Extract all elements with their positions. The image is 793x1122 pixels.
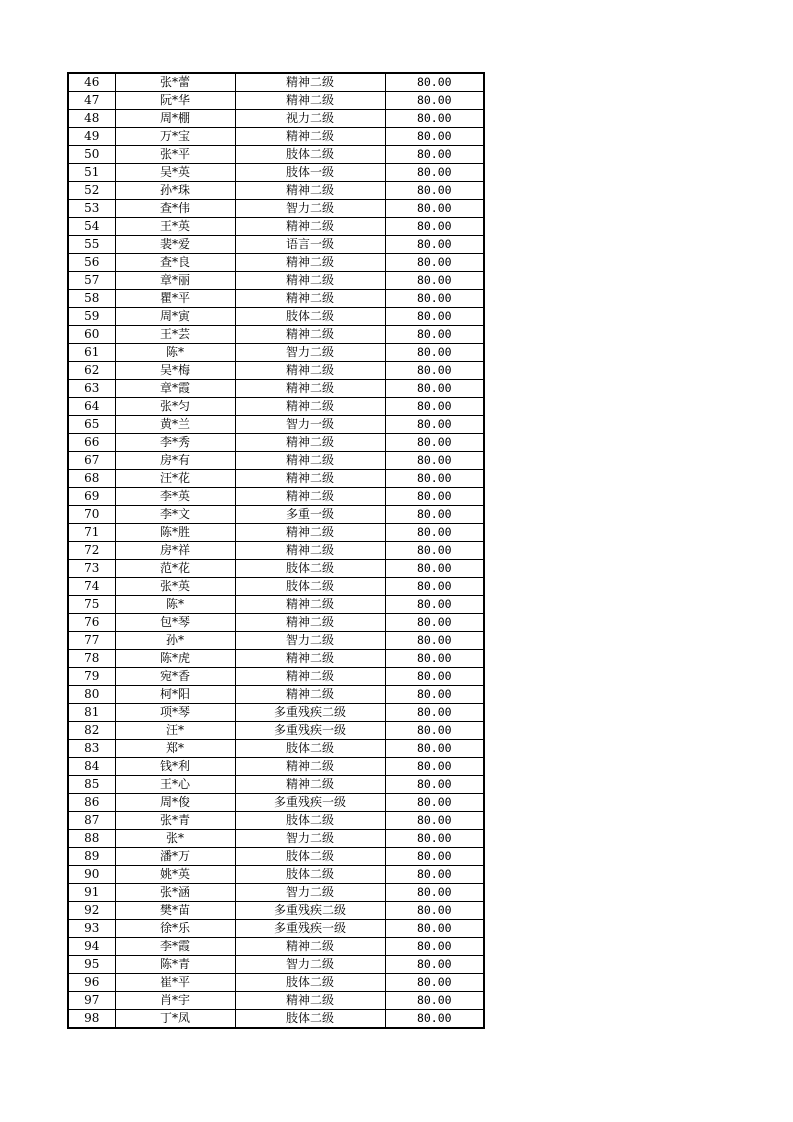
amount-cell: 80.00 — [385, 794, 484, 812]
table-row — [68, 452, 484, 470]
row-number-cell: 47 — [68, 92, 115, 110]
name-cell: 张*涵 — [115, 884, 235, 902]
table-row — [68, 164, 484, 182]
amount-cell: 80.00 — [385, 380, 484, 398]
table-row — [68, 542, 484, 560]
name-cell: 汪*花 — [115, 470, 235, 488]
table-row — [68, 380, 484, 398]
disability-level-cell: 精神二级 — [235, 488, 385, 506]
disability-level-cell: 精神二级 — [235, 470, 385, 488]
amount-cell: 80.00 — [385, 650, 484, 668]
name-cell: 张* — [115, 830, 235, 848]
row-number-cell: 88 — [68, 830, 115, 848]
amount-cell: 80.00 — [385, 290, 484, 308]
name-cell: 周*棚 — [115, 110, 235, 128]
amount-cell: 80.00 — [385, 434, 484, 452]
row-number-cell: 63 — [68, 380, 115, 398]
row-number-cell: 77 — [68, 632, 115, 650]
table-row — [68, 470, 484, 488]
row-number-cell: 90 — [68, 866, 115, 884]
disability-level-cell: 智力二级 — [235, 632, 385, 650]
amount-cell: 80.00 — [385, 938, 484, 956]
disability-level-cell: 肢体二级 — [235, 812, 385, 830]
table-row — [68, 110, 484, 128]
row-number-cell: 83 — [68, 740, 115, 758]
row-number-cell: 84 — [68, 758, 115, 776]
table-row — [68, 902, 484, 920]
table-row — [68, 686, 484, 704]
amount-cell: 80.00 — [385, 488, 484, 506]
disability-level-cell: 精神二级 — [235, 596, 385, 614]
name-cell: 张*蕾 — [115, 73, 235, 92]
name-cell: 陈* — [115, 344, 235, 362]
amount-cell: 80.00 — [385, 920, 484, 938]
row-number-cell: 73 — [68, 560, 115, 578]
amount-cell: 80.00 — [385, 848, 484, 866]
amount-cell: 80.00 — [385, 524, 484, 542]
row-number-cell: 95 — [68, 956, 115, 974]
name-cell: 汪* — [115, 722, 235, 740]
disability-level-cell: 精神二级 — [235, 686, 385, 704]
amount-cell: 80.00 — [385, 362, 484, 380]
disability-level-cell: 多重残疾一级 — [235, 794, 385, 812]
amount-cell: 80.00 — [385, 73, 484, 92]
name-cell: 范*花 — [115, 560, 235, 578]
row-number-cell: 94 — [68, 938, 115, 956]
row-number-cell: 93 — [68, 920, 115, 938]
amount-cell: 80.00 — [385, 704, 484, 722]
row-number-cell: 52 — [68, 182, 115, 200]
table-row — [68, 740, 484, 758]
disability-level-cell: 精神二级 — [235, 254, 385, 272]
name-cell: 张*平 — [115, 146, 235, 164]
name-cell: 徐*乐 — [115, 920, 235, 938]
name-cell: 李*霞 — [115, 938, 235, 956]
table-row — [68, 200, 484, 218]
amount-cell: 80.00 — [385, 200, 484, 218]
table-row — [68, 128, 484, 146]
amount-cell: 80.00 — [385, 110, 484, 128]
disability-level-cell: 精神二级 — [235, 326, 385, 344]
table-row — [68, 866, 484, 884]
row-number-cell: 49 — [68, 128, 115, 146]
disability-level-cell: 精神二级 — [235, 380, 385, 398]
table-row — [68, 758, 484, 776]
name-cell: 柯*阳 — [115, 686, 235, 704]
disability-level-cell: 精神二级 — [235, 434, 385, 452]
amount-cell: 80.00 — [385, 884, 484, 902]
disability-level-cell: 精神二级 — [235, 398, 385, 416]
disability-level-cell: 精神二级 — [235, 776, 385, 794]
amount-cell: 80.00 — [385, 668, 484, 686]
row-number-cell: 50 — [68, 146, 115, 164]
disability-level-cell: 精神二级 — [235, 362, 385, 380]
table-row — [68, 632, 484, 650]
disability-level-cell: 智力二级 — [235, 344, 385, 362]
table-row — [68, 704, 484, 722]
name-cell: 姚*英 — [115, 866, 235, 884]
row-number-cell: 71 — [68, 524, 115, 542]
disability-level-cell: 肢体二级 — [235, 740, 385, 758]
table-row — [68, 92, 484, 110]
name-cell: 查*良 — [115, 254, 235, 272]
disability-level-cell: 精神二级 — [235, 542, 385, 560]
amount-cell: 80.00 — [385, 686, 484, 704]
row-number-cell: 46 — [68, 73, 115, 92]
name-cell: 周*寅 — [115, 308, 235, 326]
amount-cell: 80.00 — [385, 902, 484, 920]
table-row — [68, 920, 484, 938]
disability-level-cell: 精神二级 — [235, 218, 385, 236]
row-number-cell: 82 — [68, 722, 115, 740]
amount-cell: 80.00 — [385, 92, 484, 110]
table-row — [68, 938, 484, 956]
disability-level-cell: 精神二级 — [235, 758, 385, 776]
disability-level-cell: 肢体二级 — [235, 560, 385, 578]
amount-cell: 80.00 — [385, 974, 484, 992]
name-cell: 章*丽 — [115, 272, 235, 290]
name-cell: 瞿*平 — [115, 290, 235, 308]
amount-cell: 80.00 — [385, 236, 484, 254]
name-cell: 项*琴 — [115, 704, 235, 722]
row-number-cell: 81 — [68, 704, 115, 722]
disability-level-cell: 智力二级 — [235, 956, 385, 974]
row-number-cell: 80 — [68, 686, 115, 704]
row-number-cell: 59 — [68, 308, 115, 326]
name-cell: 李*秀 — [115, 434, 235, 452]
table-row — [68, 272, 484, 290]
row-number-cell: 76 — [68, 614, 115, 632]
name-cell: 崔*平 — [115, 974, 235, 992]
table-row — [68, 974, 484, 992]
disability-level-cell: 精神二级 — [235, 938, 385, 956]
row-number-cell: 56 — [68, 254, 115, 272]
amount-cell: 80.00 — [385, 560, 484, 578]
table-row — [68, 956, 484, 974]
name-cell: 裴*爱 — [115, 236, 235, 254]
row-number-cell: 54 — [68, 218, 115, 236]
table-row — [68, 416, 484, 434]
row-number-cell: 57 — [68, 272, 115, 290]
disability-level-cell: 视力二级 — [235, 110, 385, 128]
table-row — [68, 146, 484, 164]
amount-cell: 80.00 — [385, 182, 484, 200]
amount-cell: 80.00 — [385, 758, 484, 776]
disability-level-cell: 精神二级 — [235, 614, 385, 632]
name-cell: 李*英 — [115, 488, 235, 506]
row-number-cell: 68 — [68, 470, 115, 488]
amount-cell: 80.00 — [385, 956, 484, 974]
amount-cell: 80.00 — [385, 542, 484, 560]
disability-level-cell: 多重残疾一级 — [235, 920, 385, 938]
name-cell: 孙*珠 — [115, 182, 235, 200]
name-cell: 樊*苗 — [115, 902, 235, 920]
amount-cell: 80.00 — [385, 1010, 484, 1029]
disability-level-cell: 肢体二级 — [235, 848, 385, 866]
disability-level-cell: 多重残疾一级 — [235, 722, 385, 740]
amount-cell: 80.00 — [385, 776, 484, 794]
row-number-cell: 72 — [68, 542, 115, 560]
amount-cell: 80.00 — [385, 506, 484, 524]
amount-cell: 80.00 — [385, 614, 484, 632]
disability-level-cell: 肢体二级 — [235, 308, 385, 326]
name-cell: 王*芸 — [115, 326, 235, 344]
amount-cell: 80.00 — [385, 308, 484, 326]
table-row — [68, 290, 484, 308]
name-cell: 陈*虎 — [115, 650, 235, 668]
table-row — [68, 326, 484, 344]
row-number-cell: 65 — [68, 416, 115, 434]
name-cell: 张*青 — [115, 812, 235, 830]
table-row — [68, 812, 484, 830]
disability-level-cell: 精神二级 — [235, 290, 385, 308]
table-row — [68, 488, 484, 506]
name-cell: 钱*利 — [115, 758, 235, 776]
name-cell: 丁*凤 — [115, 1010, 235, 1029]
table-row — [68, 668, 484, 686]
disability-level-cell: 多重一级 — [235, 506, 385, 524]
amount-cell: 80.00 — [385, 272, 484, 290]
name-cell: 李*文 — [115, 506, 235, 524]
row-number-cell: 69 — [68, 488, 115, 506]
disability-level-cell: 语言一级 — [235, 236, 385, 254]
disability-level-cell: 智力二级 — [235, 830, 385, 848]
row-number-cell: 92 — [68, 902, 115, 920]
row-number-cell: 60 — [68, 326, 115, 344]
disability-level-cell: 智力一级 — [235, 416, 385, 434]
table-row — [68, 830, 484, 848]
row-number-cell: 58 — [68, 290, 115, 308]
row-number-cell: 89 — [68, 848, 115, 866]
row-number-cell: 86 — [68, 794, 115, 812]
row-number-cell: 53 — [68, 200, 115, 218]
table-row — [68, 884, 484, 902]
amount-cell: 80.00 — [385, 416, 484, 434]
table-row — [68, 506, 484, 524]
table-row — [68, 182, 484, 200]
table-row — [68, 308, 484, 326]
table-row — [68, 848, 484, 866]
name-cell: 包*琴 — [115, 614, 235, 632]
name-cell: 肖*宇 — [115, 992, 235, 1010]
disability-level-cell: 精神二级 — [235, 992, 385, 1010]
disability-level-cell: 精神二级 — [235, 452, 385, 470]
amount-cell: 80.00 — [385, 452, 484, 470]
name-cell: 宛*香 — [115, 668, 235, 686]
name-cell: 潘*万 — [115, 848, 235, 866]
amount-cell: 80.00 — [385, 812, 484, 830]
name-cell: 房*有 — [115, 452, 235, 470]
name-cell: 章*霞 — [115, 380, 235, 398]
amount-cell: 80.00 — [385, 164, 484, 182]
table-row — [68, 776, 484, 794]
table-row — [68, 992, 484, 1010]
name-cell: 周*俊 — [115, 794, 235, 812]
table-row — [68, 254, 484, 272]
row-number-cell: 61 — [68, 344, 115, 362]
amount-cell: 80.00 — [385, 218, 484, 236]
amount-cell: 80.00 — [385, 470, 484, 488]
table-row — [68, 362, 484, 380]
name-cell: 房*祥 — [115, 542, 235, 560]
disability-level-cell: 精神二级 — [235, 182, 385, 200]
disability-level-cell: 精神二级 — [235, 92, 385, 110]
name-cell: 陈*胜 — [115, 524, 235, 542]
amount-cell: 80.00 — [385, 398, 484, 416]
row-number-cell: 87 — [68, 812, 115, 830]
amount-cell: 80.00 — [385, 992, 484, 1010]
row-number-cell: 96 — [68, 974, 115, 992]
amount-cell: 80.00 — [385, 596, 484, 614]
name-cell: 黄*兰 — [115, 416, 235, 434]
name-cell: 孙* — [115, 632, 235, 650]
amount-cell: 80.00 — [385, 326, 484, 344]
name-cell: 阮*华 — [115, 92, 235, 110]
name-cell: 王*英 — [115, 218, 235, 236]
name-cell: 郑* — [115, 740, 235, 758]
subsidy-table — [67, 72, 485, 1029]
amount-cell: 80.00 — [385, 740, 484, 758]
disability-level-cell: 肢体二级 — [235, 146, 385, 164]
amount-cell: 80.00 — [385, 578, 484, 596]
subsidy-table-body — [68, 73, 484, 1028]
row-number-cell: 98 — [68, 1010, 115, 1029]
row-number-cell: 67 — [68, 452, 115, 470]
table-row — [68, 560, 484, 578]
row-number-cell: 85 — [68, 776, 115, 794]
table-row — [68, 236, 484, 254]
name-cell: 陈* — [115, 596, 235, 614]
disability-level-cell: 肢体一级 — [235, 164, 385, 182]
amount-cell: 80.00 — [385, 866, 484, 884]
table-row — [68, 578, 484, 596]
name-cell: 吴*英 — [115, 164, 235, 182]
row-number-cell: 78 — [68, 650, 115, 668]
name-cell: 查*伟 — [115, 200, 235, 218]
disability-level-cell: 精神二级 — [235, 73, 385, 92]
disability-level-cell: 肢体二级 — [235, 1010, 385, 1029]
disability-level-cell: 肢体二级 — [235, 578, 385, 596]
amount-cell: 80.00 — [385, 632, 484, 650]
name-cell: 张*英 — [115, 578, 235, 596]
row-number-cell: 74 — [68, 578, 115, 596]
name-cell: 王*心 — [115, 776, 235, 794]
disability-level-cell: 肢体二级 — [235, 974, 385, 992]
name-cell: 张*匀 — [115, 398, 235, 416]
disability-level-cell: 精神二级 — [235, 524, 385, 542]
table-row — [68, 73, 484, 92]
row-number-cell: 48 — [68, 110, 115, 128]
table-row — [68, 344, 484, 362]
row-number-cell: 97 — [68, 992, 115, 1010]
disability-level-cell: 智力二级 — [235, 200, 385, 218]
disability-level-cell: 精神二级 — [235, 128, 385, 146]
amount-cell: 80.00 — [385, 146, 484, 164]
table-row — [68, 794, 484, 812]
disability-level-cell: 智力二级 — [235, 884, 385, 902]
table-row — [68, 524, 484, 542]
disability-level-cell: 精神二级 — [235, 668, 385, 686]
table-row — [68, 1010, 484, 1029]
amount-cell: 80.00 — [385, 128, 484, 146]
name-cell: 万*宝 — [115, 128, 235, 146]
amount-cell: 80.00 — [385, 254, 484, 272]
name-cell: 陈*青 — [115, 956, 235, 974]
table-row — [68, 434, 484, 452]
row-number-cell: 62 — [68, 362, 115, 380]
table-row — [68, 722, 484, 740]
table-row — [68, 650, 484, 668]
row-number-cell: 66 — [68, 434, 115, 452]
row-number-cell: 70 — [68, 506, 115, 524]
row-number-cell: 51 — [68, 164, 115, 182]
table-row — [68, 596, 484, 614]
disability-level-cell: 多重残疾二级 — [235, 704, 385, 722]
name-cell: 吴*梅 — [115, 362, 235, 380]
disability-level-cell: 肢体二级 — [235, 866, 385, 884]
row-number-cell: 75 — [68, 596, 115, 614]
amount-cell: 80.00 — [385, 722, 484, 740]
table-row — [68, 218, 484, 236]
row-number-cell: 91 — [68, 884, 115, 902]
disability-level-cell: 精神二级 — [235, 272, 385, 290]
disability-level-cell: 精神二级 — [235, 650, 385, 668]
row-number-cell: 79 — [68, 668, 115, 686]
amount-cell: 80.00 — [385, 344, 484, 362]
row-number-cell: 64 — [68, 398, 115, 416]
amount-cell: 80.00 — [385, 830, 484, 848]
table-row — [68, 614, 484, 632]
row-number-cell: 55 — [68, 236, 115, 254]
table-row — [68, 398, 484, 416]
disability-level-cell: 多重残疾二级 — [235, 902, 385, 920]
